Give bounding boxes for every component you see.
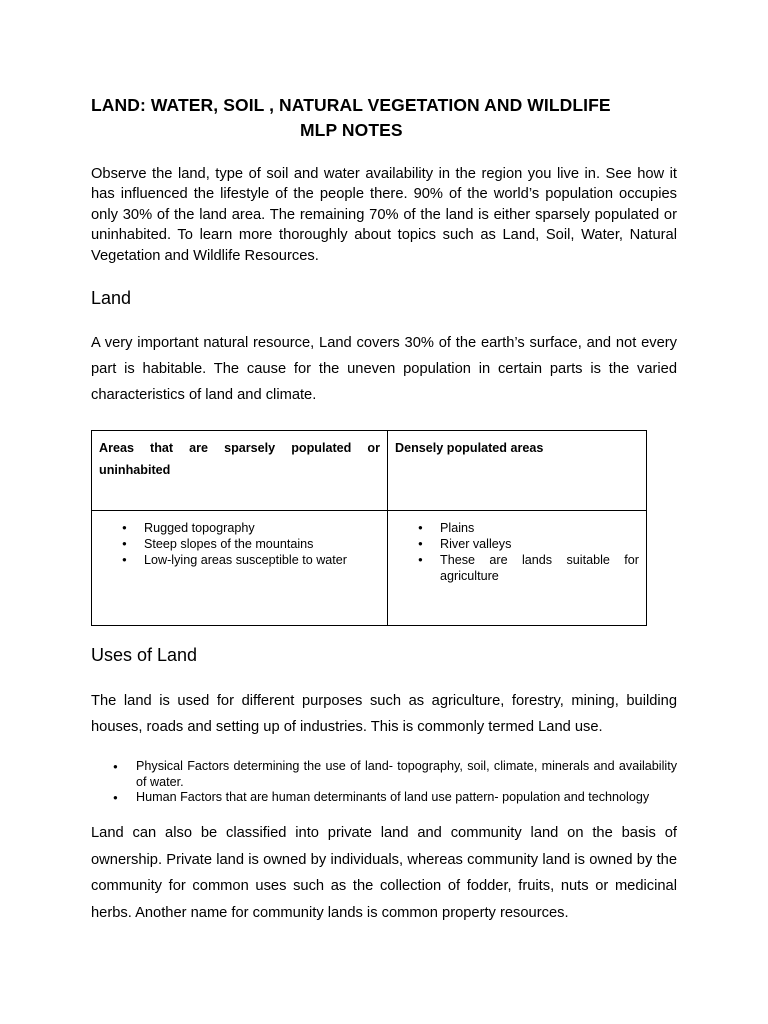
title-line-1: LAND: WATER, SOIL , NATURAL VEGETATION AND WILDLIFE: [91, 95, 611, 115]
uses-of-land-heading: Uses of Land: [91, 645, 198, 665]
land-use-factors-list: [91, 759, 677, 806]
community-land-paragraph: Land can also be classified into private land and community land on the basis of ownership. Private land is owned by individuals, whereas community land is owned by the community for common uses such as the collection of fodder, fruits, nuts or medicinal herbs. Another name for community lands is common property resources.: [91, 825, 677, 921]
table-header-dense-text: Densely populated areas: [395, 441, 544, 455]
uses-paragraph: The land is used for different purposes such as agriculture, forestry, mining, building houses, roads and setting up of industries. This is commonly termed Land use.: [91, 693, 677, 735]
table-row: [92, 511, 647, 626]
land-heading: Land: [91, 288, 132, 308]
page-title: [91, 93, 661, 143]
table-header-sparse-text: Areas that are sparsely populated or uninhabited: [99, 441, 380, 477]
intro-paragraph: Observe the land, type of soil and water availability in the region you live in. See how it has influenced the lifestyle of the people there. 90% of the world’s population occupies only 30% of the land area. The remaining 70% of the land is either sparsely populated or uninhabited. To learn more thoroughly about topics such as Land, Soil, Water, Natural Vegetation and Wildlife Resources.: [91, 166, 677, 264]
list-item: ● Steep slopes of the mountains: [92, 536, 387, 552]
dense-areas-list: [388, 511, 646, 584]
table-header-sparse: [92, 431, 388, 511]
list-item: ● Low-lying areas susceptible to water: [92, 552, 387, 568]
dense-areas-cell: [388, 511, 647, 626]
list-item: ● Human Factors that are human determinants of land use pattern- population and technology: [91, 790, 677, 806]
list-item: ● Rugged topography: [92, 520, 387, 536]
sparse-areas-cell: [92, 511, 388, 626]
sparse-areas-list: [92, 511, 387, 568]
list-item: ● River valleys: [388, 536, 639, 552]
list-item: ● Plains: [388, 520, 639, 536]
population-areas-table: [91, 430, 647, 626]
land-paragraph: A very important natural resource, Land covers 30% of the earth’s surface, and not every part is habitable. The cause for the uneven population in certain parts is the varied characteristics of land and climate.: [91, 335, 677, 403]
table-header-row: [92, 431, 647, 511]
table-header-dense: [388, 431, 647, 511]
list-item: ● Physical Factors determining the use of land- topography, soil, climate, minerals and availability of water.: [91, 759, 677, 790]
title-line-2: MLP NOTES: [300, 120, 403, 140]
list-item: ● These are lands suitable for agriculture: [388, 552, 639, 584]
